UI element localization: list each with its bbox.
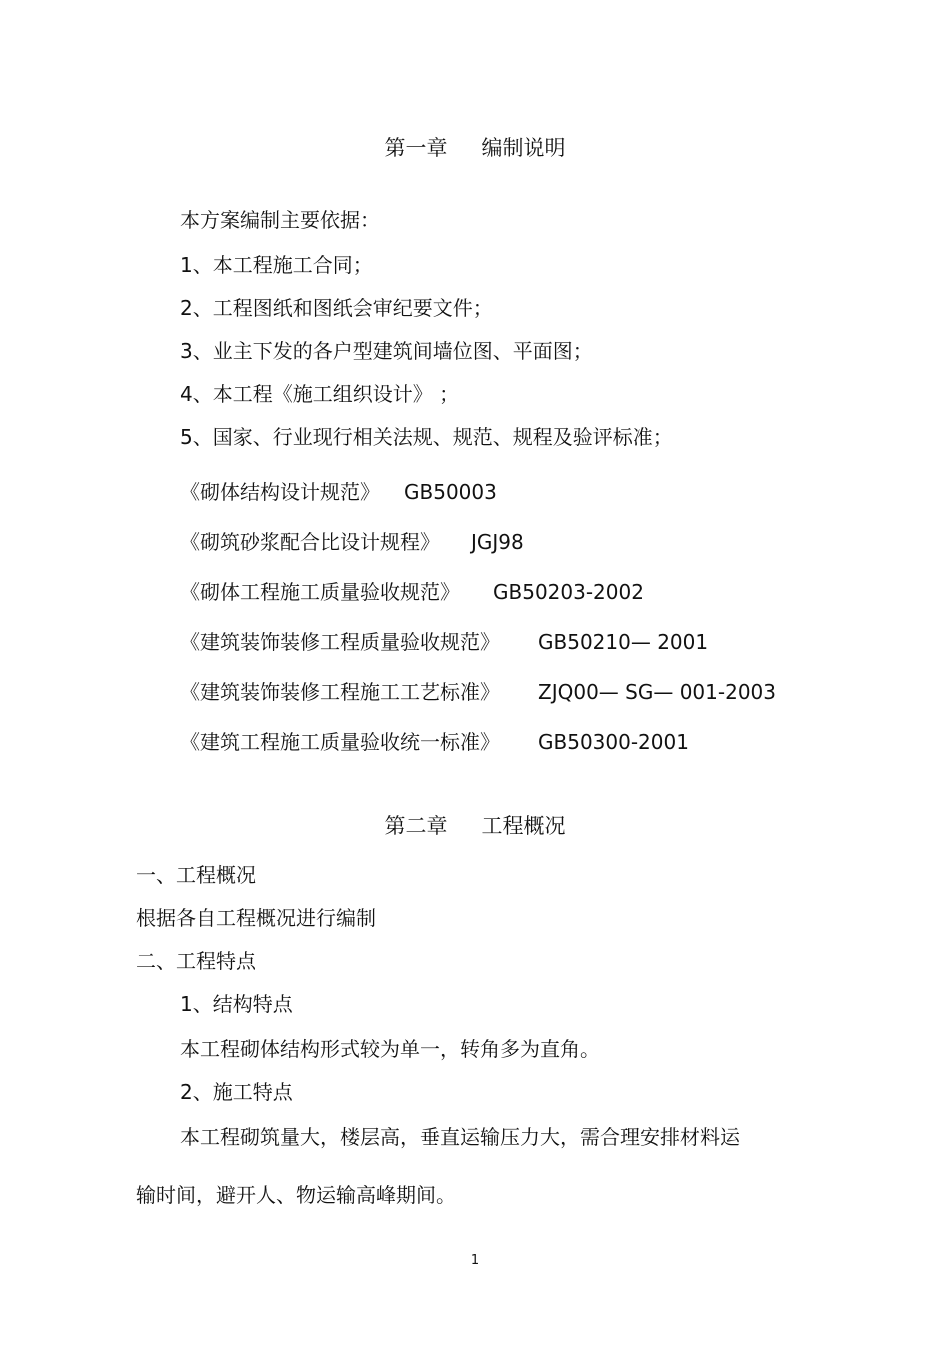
basis-item-1: 1、本工程施工合同；	[180, 253, 373, 277]
standard-code: JGJ98	[471, 530, 524, 554]
construction-feature-text-line-2: 输时间，避开人、物运输高峰期间。	[136, 1183, 456, 1207]
standard-name: 《砌体工程施工质量验收规范》	[180, 580, 460, 604]
standard-item	[180, 480, 497, 504]
standard-name: 《砌筑砂浆配合比设计规程》	[180, 530, 440, 554]
chapter-2-name: 工程概况	[481, 814, 566, 838]
basis-item-2: 2、工程图纸和图纸会审纪要文件；	[180, 296, 493, 320]
chapter-1-name: 编制说明	[481, 136, 566, 160]
basis-item-3: 3、业主下发的各户型建筑间墙位图、平面图；	[180, 339, 593, 363]
construction-feature-text-line-1: 本工程砌筑量大，楼层高，垂直运输压力大，需合理安排材料运	[180, 1125, 740, 1149]
section-2-heading: 二、工程特点	[136, 949, 256, 973]
section-1-text: 根据各自工程概况进行编制	[136, 906, 376, 930]
standard-code: GB50003	[404, 480, 497, 504]
basis-item-5: 5、国家、行业现行相关法规、规范、规程及验评标准；	[180, 425, 673, 449]
standard-item	[180, 580, 644, 604]
standard-name: 《建筑工程施工质量验收统一标准》	[180, 730, 500, 754]
standard-item	[180, 680, 776, 704]
construction-feature-heading: 2、施工特点	[180, 1080, 293, 1104]
structure-feature-text: 本工程砌体结构形式较为单一，转角多为直角。	[180, 1037, 600, 1061]
standard-name: 《砌体结构设计规范》	[180, 480, 380, 504]
standard-code: ZJQ00— SG— 001-2003	[538, 680, 776, 704]
chapter-2-number: 第二章	[384, 814, 448, 838]
chapter-1-number: 第一章	[384, 136, 448, 160]
standard-item	[180, 630, 709, 654]
standard-name: 《建筑装饰装修工程施工工艺标准》	[180, 680, 500, 704]
basis-item-4: 4、本工程《施工组织设计》 ；	[180, 382, 460, 406]
standard-name: 《建筑装饰装修工程质量验收规范》	[180, 630, 500, 654]
section-1-heading: 一、工程概况	[136, 863, 256, 887]
standard-code: GB50210— 2001	[538, 630, 709, 654]
chapter-1-title	[0, 138, 950, 159]
structure-feature-heading: 1、结构特点	[180, 992, 293, 1016]
basis-intro: 本方案编制主要依据：	[180, 208, 380, 232]
chapter-2-title	[0, 816, 950, 837]
standard-code: GB50300-2001	[538, 730, 689, 754]
standard-code: GB50203-2002	[493, 580, 644, 604]
standard-item	[180, 730, 689, 754]
page-number: 1	[470, 1253, 480, 1268]
standard-item	[180, 530, 524, 554]
